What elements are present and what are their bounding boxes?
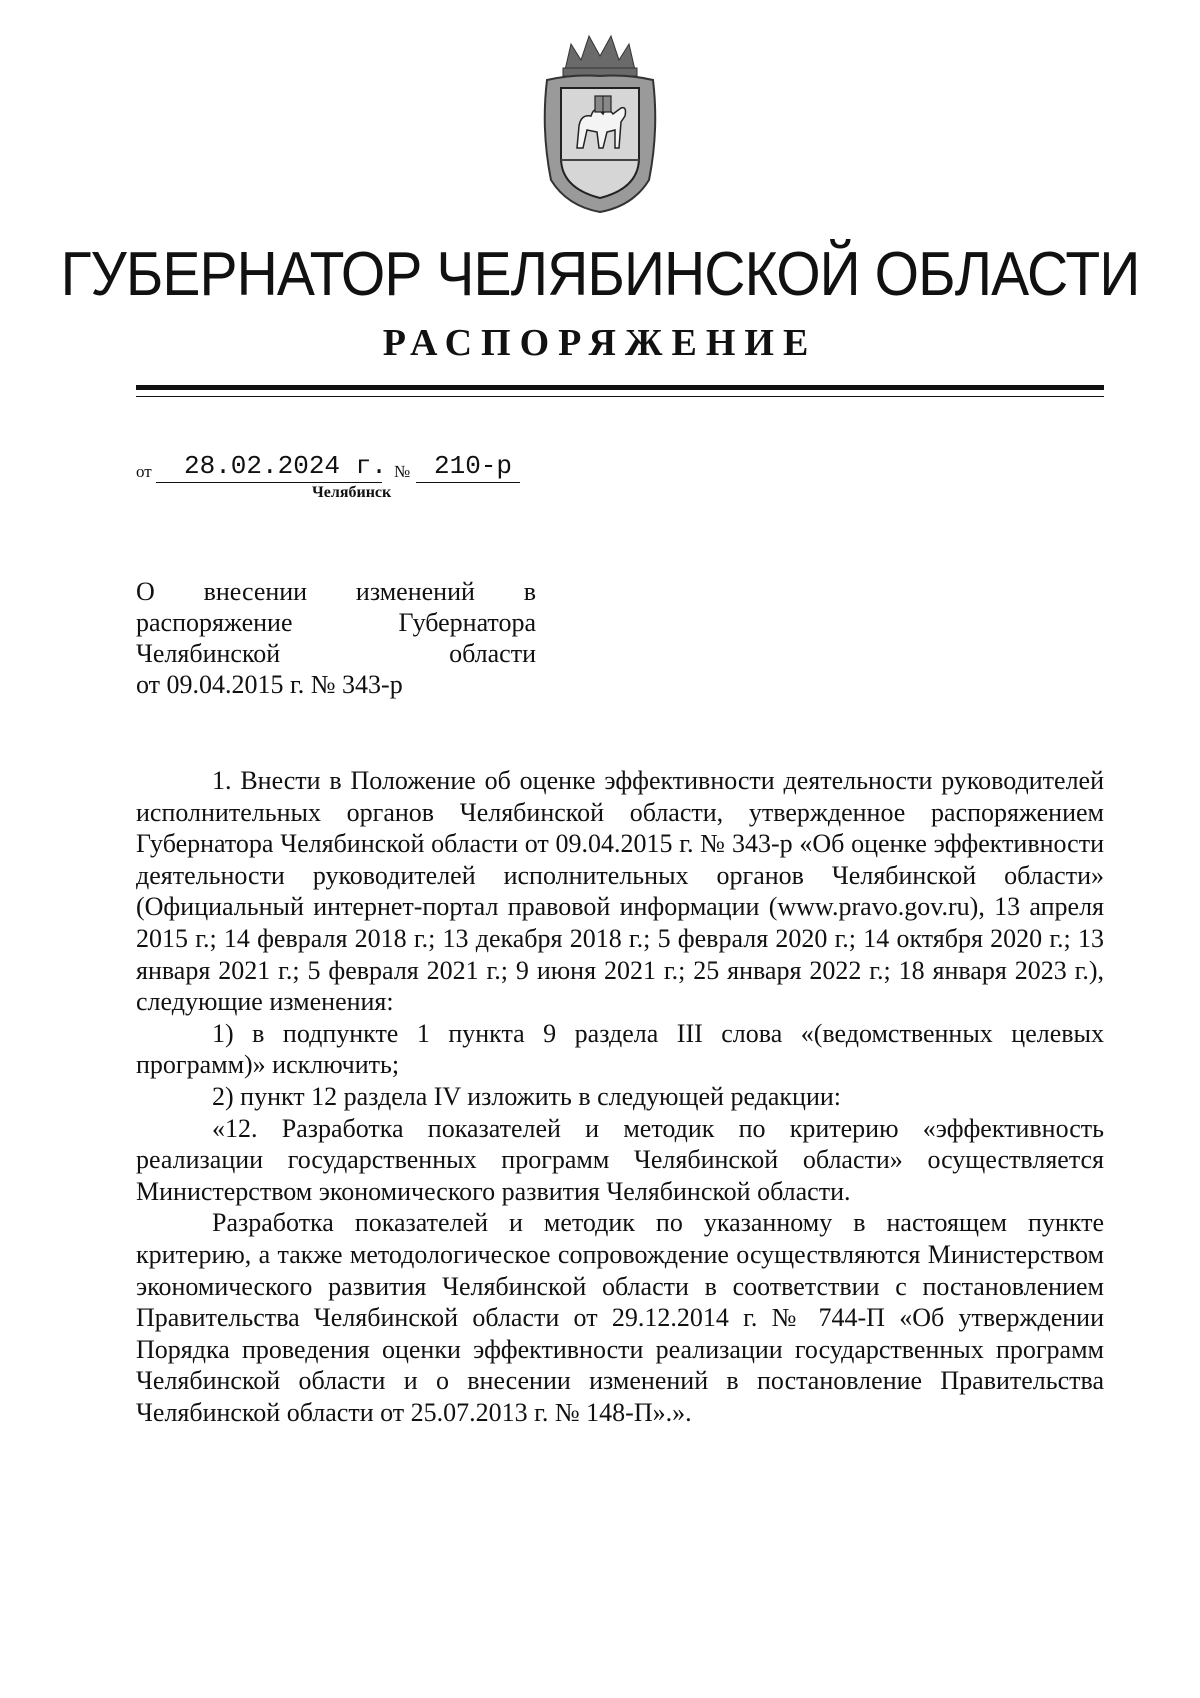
document-number: 210-р: [434, 451, 513, 481]
body-paragraph: 1) в подпункте 1 пункта 9 раздела III слова «(ведомственных целевых программ)» исключить;: [136, 1018, 1104, 1080]
header-divider-thin: [136, 396, 1104, 397]
body-paragraph: 2) пункт 12 раздела IV изложить в следующей редакции:: [212, 1081, 842, 1111]
subject-line: Челябинской области: [136, 639, 536, 668]
subject-line: от 09.04.2015 г. № 343-р: [136, 670, 403, 699]
body-paragraph: «12. Разработка показателей и методик по критерию «эффективность реализации государственных программ Челябинской области» осуществляется Министерством экономического развития Челябинской области.: [136, 1113, 1104, 1206]
body-paragraph: 1. Внести в Положение об оценке эффективности деятельности руководителей исполнительных органов Челябинской области, утвержденное распоряжением Губернатора Челябинской области от 09.04.2015 г. № 343-р «Об оценке эффективности деятельности руководителей исполнительных органов Челябинской области» (Официальный интернет-портал правовой информации (www.pravo.gov.ru), 13 апреля 2015 г.; 14 февраля 2018 г.; 13 декабря 2018 г.; 5 февраля 2020 г.; 14 октября 2020 г.; 13 января 2021 г.; 5 февраля 2021 г.; 9 июня 2021 г.; 25 января 2022 г.; 18 января 2023 г.), следующие изменения:: [136, 766, 1104, 1017]
authority-title: ГУБЕРНАТОР ЧЕЛЯБИНСКОЙ ОБЛАСТИ: [60, 240, 1140, 309]
subject-line: распоряжение Губернатора: [136, 608, 536, 637]
date-underline: [156, 482, 382, 483]
body-paragraph: Разработка показателей и методик по указанному в настоящем пункте критерию, а также методологическое сопровождение осуществляются Министерством экономического развития Челябинской области в соответствии с постановлением Правительства Челябинской области от 29.12.2014 г. № 744-П «Об утверждении Порядка проведения оценки эффективности реализации государственных программ Челябинской области и о внесении изменений в постановление Правительства Челябинской области от 25.07.2013 г. № 148-П».».: [136, 1208, 1104, 1427]
document-body: [136, 765, 1104, 1428]
document-date: 28.02.2024 г.: [184, 451, 387, 481]
number-label: №: [394, 462, 411, 481]
document-subject: [136, 576, 536, 700]
header-divider-thick: [136, 385, 1104, 390]
date-from-label: от: [136, 462, 152, 481]
subject-line: О внесении изменений в: [136, 577, 536, 606]
document-type-title: РАСПОРЯЖЕНИЕ: [382, 322, 818, 364]
chelyabinsk-coat-of-arms-icon: [537, 30, 663, 216]
issue-city: Челябинск: [312, 484, 392, 501]
number-underline: [416, 482, 520, 483]
